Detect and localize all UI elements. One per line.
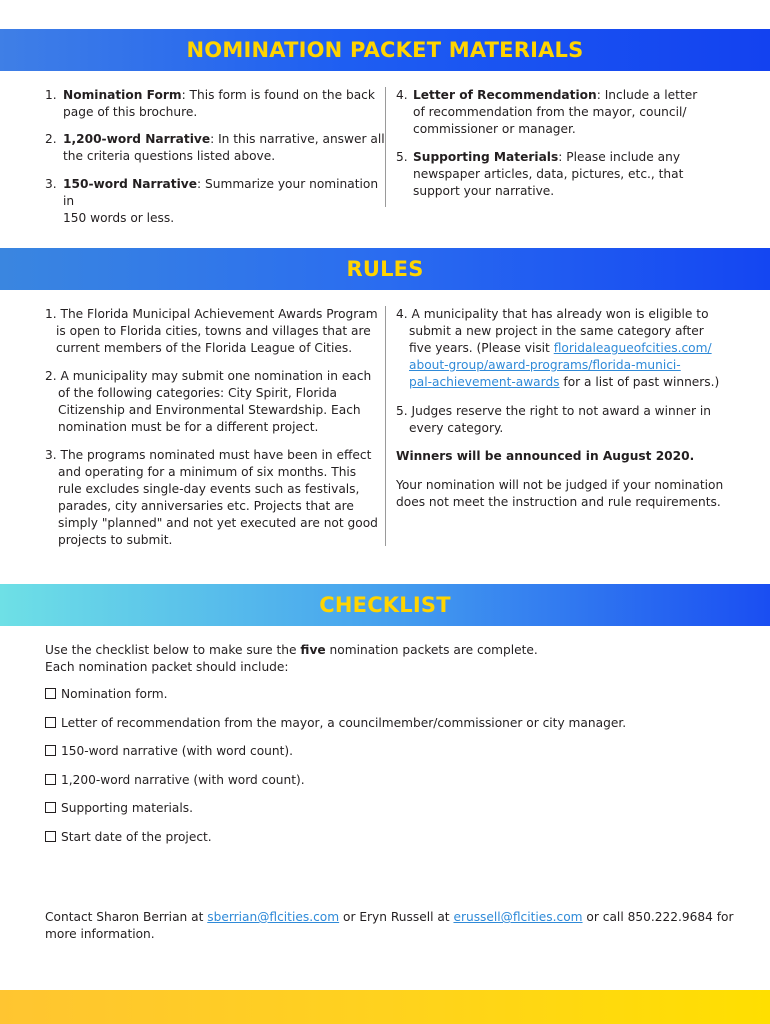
materials-right-column [396,87,736,200]
checklist-item[interactable]: Supporting materials. [45,800,193,817]
rules-title: RULES [346,257,424,281]
checklist-item[interactable]: 1,200-word narrative (with word count). [45,772,305,789]
checklist-item[interactable]: 150-word narrative (with word count). [45,743,293,760]
checkbox-icon[interactable] [45,745,56,756]
checkbox-icon[interactable] [45,688,56,699]
awards-link-part-2[interactable]: about-group/award-programs/florida-munici- [409,358,681,372]
material-item-4: 4. Letter of Recommendation: Include a letter of recommendation from the mayor, council/ commissioner or manager. [396,88,698,136]
material-item-1: 1. Nomination Form: This form is found on the back page of this brochure. [45,88,375,119]
checklist-intro: Use the checklist below to make sure the five nomination packets are complete. Each nomination packet should include: [45,643,538,674]
judging-note: Your nomination will not be judged if your nomination does not meet the instruction and rule requirements. [396,478,724,509]
material-item-3: 3. 150-word Narrative: Summarize your nomination in 150 words or less. [45,177,379,225]
rules-right-column [396,306,746,511]
rules-header [0,248,770,290]
checklist-header [0,584,770,626]
contact-info: Contact Sharon Berrian at sberrian@flcities.com or Eryn Russell at erussell@flcities.com or call 850.222.9684 for more information. [45,910,734,941]
checklist-item[interactable]: Letter of recommendation from the mayor, a councilmember/commissioner or city manager. [45,715,626,732]
rule-4: 4. A municipality that has already won is eligible to submit a new project in the same category after five years. (Please visit floridaleagueofcities.com/ about-group/award-programs/florida-munici- pal-achievement-awards for a list of past winners.) [396,307,720,389]
materials-left-column [45,87,385,227]
materials-title: NOMINATION PACKET MATERIALS [186,38,584,62]
rules-left-column [45,306,385,549]
rule-5: 5. Judges reserve the right to not award a winner in every category. [396,404,711,435]
materials-divider [385,87,386,207]
checklist-title: CHECKLIST [319,593,451,617]
rule-3: 3. The programs nominated must have been in effect and operating for a minimum of six months. This rule excludes single-day events such as festivals, parades, city anniversaries etc. Projects that are simply "planned" and not yet executed are not good projects to submit. [45,448,378,547]
awards-link-part-1[interactable]: floridaleagueofcities.com/ [553,341,712,355]
email-link-erussell[interactable]: erussell@flcities.com [453,910,583,924]
checkbox-icon[interactable] [45,717,56,728]
rule-2: 2. A municipality may submit one nomination in each of the following categories: City Spirit, Florida Citizenship and Environmental Stewardship. Each nomination must be for a different project. [45,369,372,434]
checkbox-icon[interactable] [45,774,56,785]
awards-link-part-3[interactable]: pal-achievement-awards [409,375,560,389]
material-item-2: 2. 1,200-word Narrative: In this narrative, answer all the criteria questions listed above. [45,132,385,163]
checkbox-icon[interactable] [45,831,56,842]
footer-bar [0,990,770,1024]
rule-1: 1. The Florida Municipal Achievement Awards Program is open to Florida cities, towns and villages that are current members of the Florida League of Cities. [45,307,378,355]
email-link-sberrian[interactable]: sberrian@flcities.com [207,910,340,924]
checklist-item[interactable]: Nomination form. [45,686,168,703]
announcement: Winners will be announced in August 2020. [396,449,695,463]
checklist-item[interactable]: Start date of the project. [45,829,212,846]
checkbox-icon[interactable] [45,802,56,813]
material-item-5: 5. Supporting Materials: Please include any newspaper articles, data, pictures, etc., that support your narrative. [396,150,684,198]
materials-header [0,29,770,71]
rules-divider [385,306,386,546]
